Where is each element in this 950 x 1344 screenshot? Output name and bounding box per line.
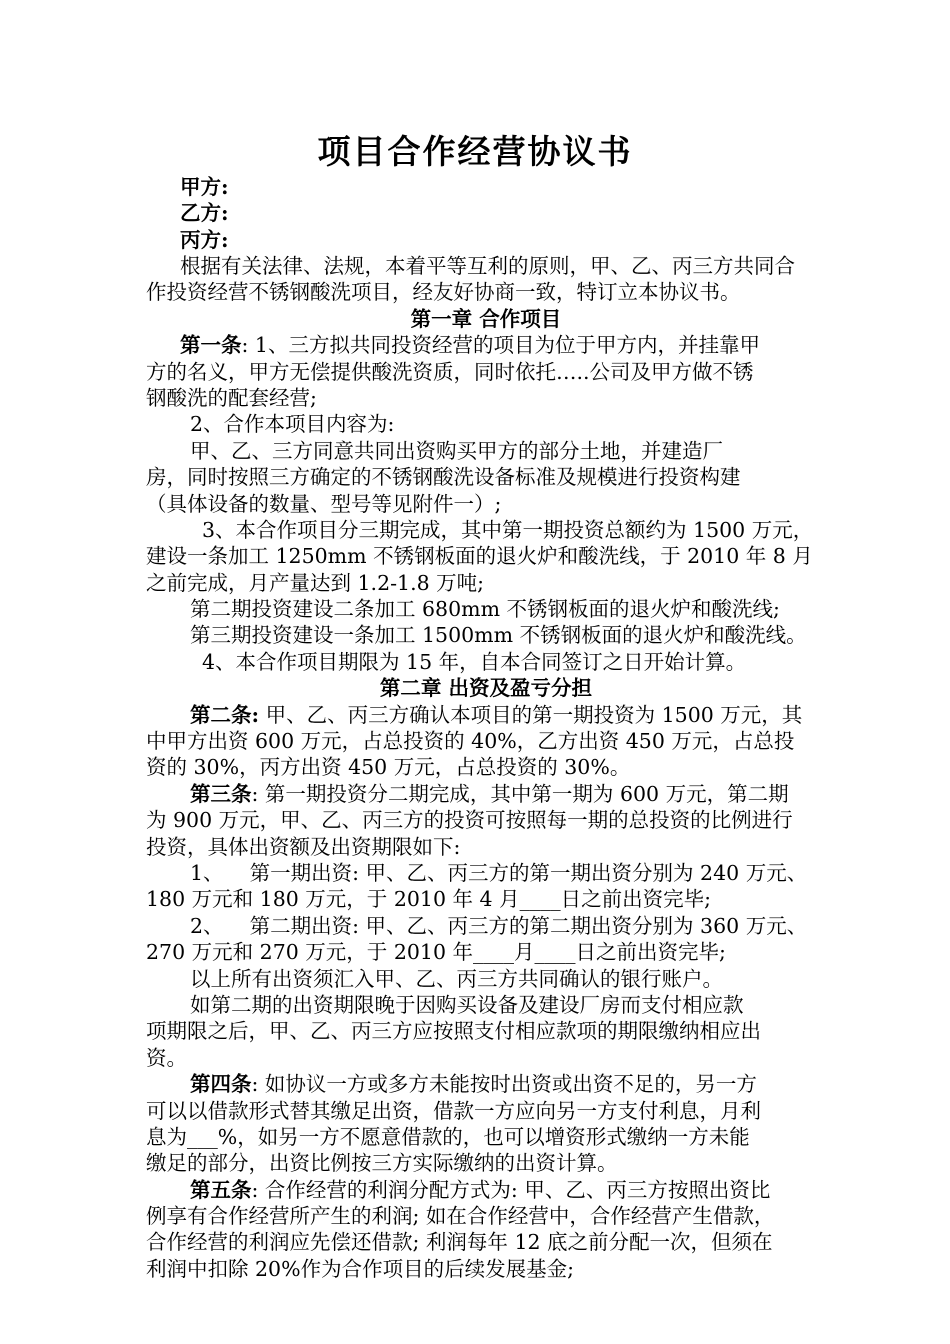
article-1-line: 房，同时按照三方确定的不锈钢酸洗设备标准及规模进行投资构建 <box>146 465 741 490</box>
article-1-line: 2、合作本项目内容为: <box>190 412 395 437</box>
intro-line: 作投资经营不锈钢酸洗项目，经友好协商一致，特订立本协议书。 <box>146 280 741 305</box>
chapter-heading: 第一章 合作项目 <box>410 306 562 331</box>
article-3-line: 1、 第一期出资: 甲、乙、丙三方的第一期出资分别为 240 万元、 <box>190 860 808 885</box>
chapter-heading: 第二章 出资及盈亏分担 <box>379 676 593 701</box>
article-label: 第四条 <box>190 1072 252 1097</box>
article-3-line: 180 万元和 180 万元，于 2010 年 4 月____日之前出资完毕; <box>146 887 711 912</box>
article-2-line: 中甲方出资 600 万元，占总投资的 40%，乙方出资 450 万元，占总投 <box>146 729 795 754</box>
article-1-line: 4、本合作项目期限为 15 年，自本合同签订之日开始计算。 <box>202 649 747 674</box>
article-5-line: 例享有合作经营所产生的利润; 如在合作经营中，合作经营产生借款， <box>146 1204 775 1229</box>
article-3-line: 2、 第二期出资: 甲、乙、丙三方的第二期出资分别为 360 万元、 <box>190 913 808 938</box>
body-text <box>146 253 826 1282</box>
article-3-line: 270 万元和 270 万元，于 2010 年____月____日之前出资完毕; <box>146 940 726 965</box>
article-1-line: 甲、乙、三方同意共同出资购买甲方的部分土地，并建造厂 <box>190 438 723 463</box>
article-3-line: 项期限之后，甲、乙、丙三方应按照支付相应款项的期限缴纳相应出 <box>146 1019 761 1044</box>
article-3-line: 第三条: 第一期投资分二期完成，其中第一期为 600 万元，第二期 <box>190 781 789 806</box>
article-3-line: 以上所有出资须汇入甲、乙、丙三方共同确认的银行账户。 <box>190 966 723 991</box>
article-1-line: （具体设备的数量、型号等见附件一）; <box>146 491 502 516</box>
article-1-line: 钢酸洗的配套经营; <box>146 385 317 410</box>
article-1-line: 3、本合作项目分三期完成，其中第一期投资总额约为 1500 万元， <box>202 517 814 542</box>
article-4-line: 可以以借款形式替其缴足出资，借款一方应向另一方支付利息，月利 <box>146 1098 761 1123</box>
article-1-line: 第三期投资建设一条加工 1500mm 不锈钢板面的退火炉和酸洗线。 <box>190 623 807 648</box>
article-1-line: 第二期投资建设二条加工 680mm 不锈钢板面的退火炉和酸洗线; <box>190 597 780 622</box>
article-3-line: 投资，具体出资额及出资期限如下: <box>146 834 461 859</box>
intro-line: 根据有关法律、法规，本着平等互利的原则，甲、乙、丙三方共同合 <box>180 254 795 278</box>
party-c: 丙方: <box>180 227 229 252</box>
article-5-line: 利润中扣除 20%作为合作项目的后续发展基金; <box>146 1256 574 1281</box>
article-label: 第二条: <box>190 702 260 727</box>
article-4-line: 第四条: 如协议一方或多方未能按时出资或出资不足的，另一方 <box>190 1072 757 1097</box>
article-4-line: 息为___%，如另一方不愿意借款的，也可以增资形式缴纳一方未能 <box>146 1124 750 1149</box>
article-5-line: 合作经营的利润应先偿还借款; 利润每年 12 底之前分配一次，但须在 <box>146 1230 773 1255</box>
article-label: 第三条 <box>190 781 252 806</box>
article-1-line: 方的名义，甲方无偿提供酸洗资质，同时依托…..公司及甲方做不锈 <box>146 359 754 384</box>
article-1-line: 之前完成，月产量达到 1.2-1.8 万吨; <box>146 570 485 595</box>
article-1-line: 建设一条加工 1250mm 不锈钢板面的退火炉和酸洗线，于 2010 年 8 月 <box>146 544 813 569</box>
article-2-line: 第二条: 甲、乙、丙三方确认本项目的第一期投资为 1500 万元，其 <box>190 702 803 727</box>
article-1-line: 第一条: 1、三方拟共同投资经营的项目为位于甲方内，并挂靠甲 <box>180 333 760 358</box>
parties-block <box>146 174 826 253</box>
party-b: 乙方: <box>180 201 229 226</box>
article-label: 第一条 <box>180 333 242 358</box>
document-title: 项目合作经营协议书 <box>317 132 633 171</box>
article-2-line: 资的 30%，丙方出资 450 万元，占总投资的 30%。 <box>146 755 631 780</box>
article-3-line: 如第二期的出资期限晚于因购买设备及建设厂房而支付相应款 <box>190 992 744 1017</box>
article-3-line: 资。 <box>146 1045 187 1070</box>
party-a: 甲方: <box>180 175 229 199</box>
article-3-line: 为 900 万元，甲、乙、丙三方的投资可按照每一期的总投资的比例进行 <box>146 808 793 833</box>
article-4-line: 缴足的部分，出资比例按三方实际缴纳的出资计算。 <box>146 1151 618 1176</box>
article-5-line: 第五条: 合作经营的利润分配方式为: 甲、乙、丙三方按照出资比 <box>190 1177 771 1202</box>
article-label: 第五条 <box>190 1177 252 1202</box>
